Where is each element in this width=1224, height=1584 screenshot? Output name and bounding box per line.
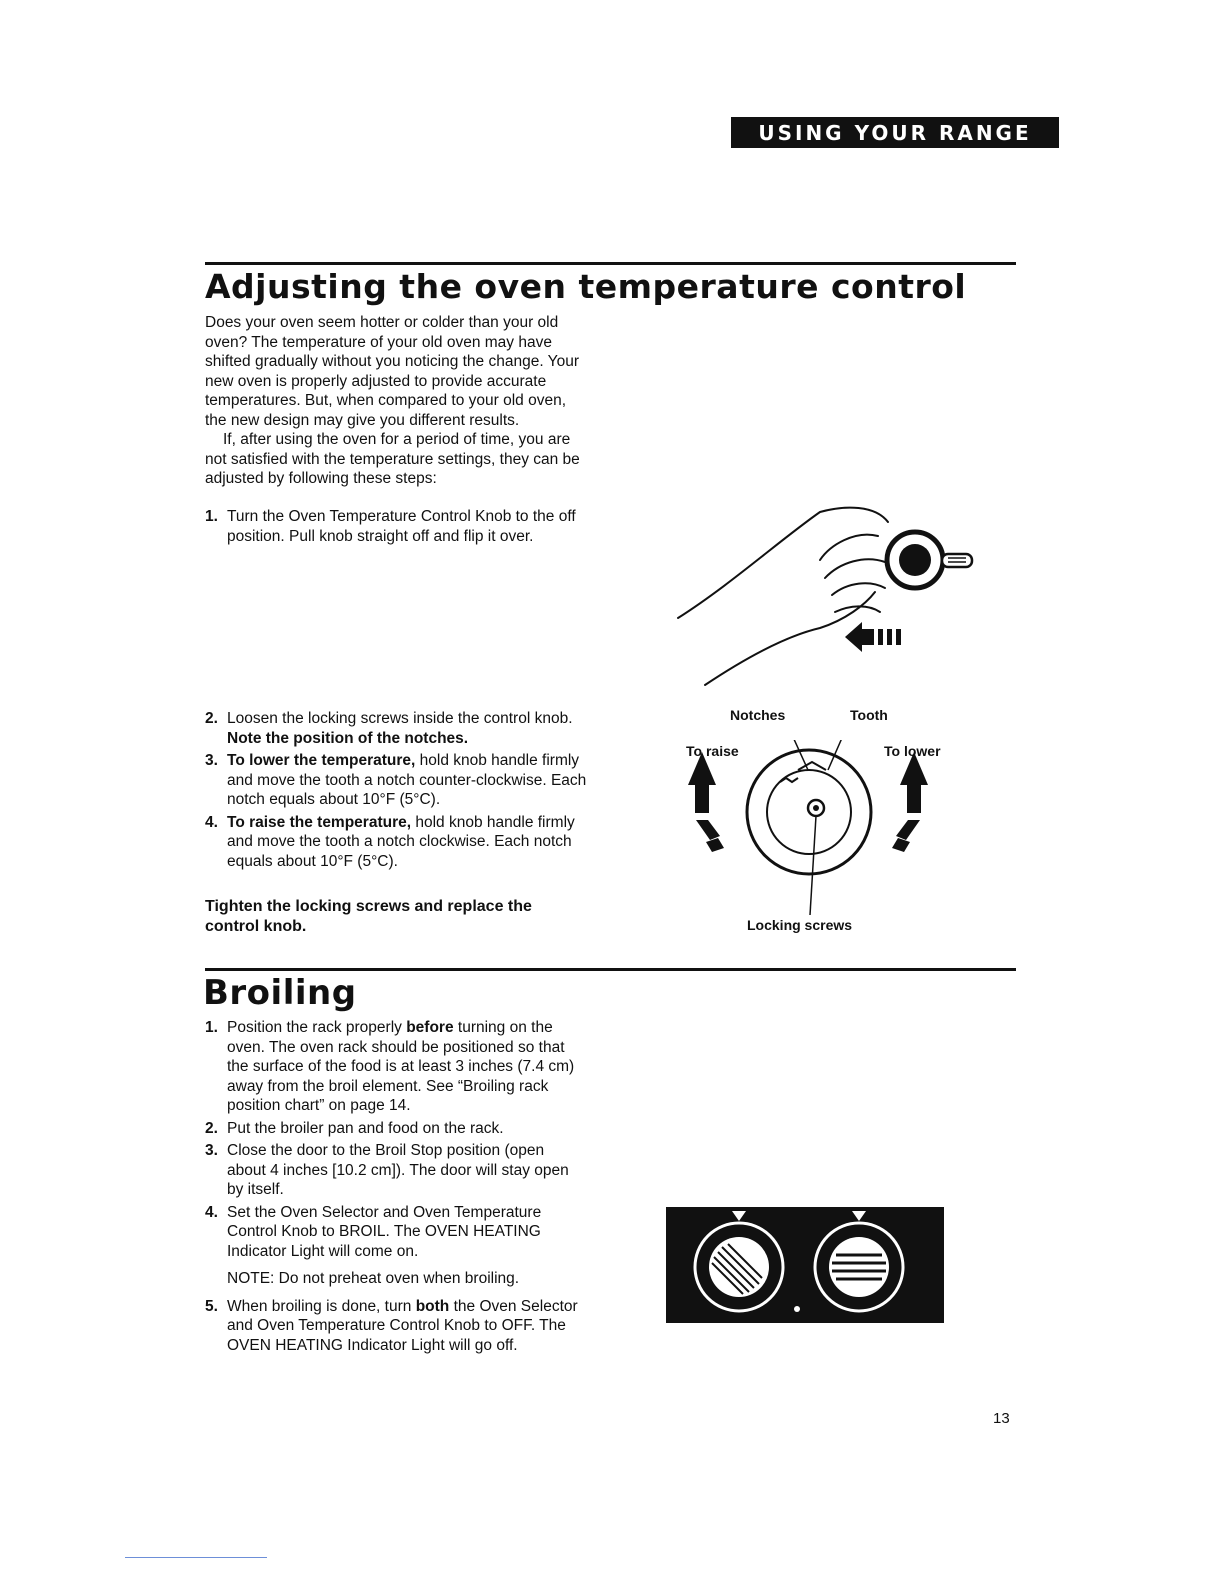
step-text-normal: hold knob handle firmly and move the tooth a notch clockwise. Each notch equals about 10°F (5°C).	[227, 813, 575, 870]
step-text-normal: When broiling is done, turn	[227, 1297, 412, 1315]
intro-paragraph-2: If, after using the oven for a period of time, you are not satisfied with the temperature settings, they can be adjusted by following these steps:	[205, 431, 580, 487]
step-number: 1.	[205, 1019, 218, 1036]
oven-selector-knob-icon	[695, 1223, 783, 1311]
list-item	[205, 709, 590, 748]
step-text-normal: turning on the oven. The oven rack should be positioned so that the surface of the food is at least 3 inches (7.4 cm) away from the broil element. See “Broiling rack position chart” on page 14.	[227, 1019, 575, 1114]
step-text-bold: To lower the temperature,	[227, 752, 416, 769]
list-item	[205, 813, 590, 872]
finger-2	[825, 559, 885, 578]
step-text-bold: both	[415, 1297, 450, 1315]
pull-arrow-icon	[845, 622, 901, 652]
list-item	[205, 507, 590, 546]
adjust-steps-2-4	[205, 709, 590, 874]
closing-instruction: Tighten the locking screws and replace the control knob.	[205, 898, 532, 935]
knob-shaft	[942, 554, 972, 567]
label-tooth: Tooth	[850, 707, 888, 723]
knob-center	[899, 544, 931, 576]
section-divider	[205, 262, 1016, 265]
arm-outline-upper	[678, 508, 888, 618]
raise-arrow-icon	[688, 752, 724, 852]
note-row	[205, 1269, 585, 1289]
knob-back-diagram-graphic	[680, 740, 960, 930]
step-number: 5.	[205, 1297, 218, 1315]
step-number: 3.	[205, 1142, 218, 1159]
section-tab: USING YOUR RANGE	[731, 117, 1059, 148]
list-item	[205, 1141, 585, 1200]
step-number: 2.	[205, 710, 218, 727]
list-item	[205, 751, 590, 810]
pointer-screws	[810, 816, 816, 915]
hand-knob-illustration	[670, 500, 990, 695]
section-title-adjusting: Adjusting the oven temperature control	[205, 267, 967, 306]
step-number: 4.	[205, 813, 218, 831]
step-number: 2.	[205, 1119, 218, 1137]
step-text	[227, 751, 590, 810]
step-text-bold: before	[406, 1019, 454, 1036]
step-text-normal: the Oven Selector and Oven Temperature Control Knob to OFF. The OVEN HEATING Indicator Light will go off.	[227, 1297, 578, 1354]
temperature-knob-icon	[815, 1223, 903, 1311]
label-to-lower: To lower	[884, 743, 941, 759]
page-number: 13	[993, 1410, 1010, 1427]
list-item	[205, 1203, 585, 1262]
intro-paragraph-1: Does your oven seem hotter or colder than your old oven? The temperature of your old oven may have shifted gradually without you noticing the change. Your new oven is properly adjusted to provide accurate temperatures. But, when compared to your old oven, the new design may give you different results.	[205, 314, 579, 429]
finger-1	[820, 535, 878, 560]
step-number: 3.	[205, 752, 218, 769]
label-locking-screws: Locking screws	[747, 917, 853, 933]
footer-line	[125, 1557, 267, 1558]
step-text-bold: To raise the temperature,	[227, 813, 412, 831]
step-number: 4.	[205, 1203, 218, 1221]
step-text: Close the door to the Broil Stop position (open about 4 inches [10.2 cm]). The door will stay open by itself.	[227, 1142, 569, 1198]
step-text	[227, 1018, 585, 1116]
broil-steps	[205, 1018, 585, 1358]
section-divider	[205, 968, 1016, 971]
broil-knobs-illustration	[666, 1207, 944, 1323]
lower-arrow-icon	[892, 752, 928, 852]
section-title-broiling: Broiling	[203, 973, 357, 1013]
finger-3	[832, 583, 885, 595]
step-number: 1.	[205, 508, 218, 525]
step-text	[227, 1297, 585, 1356]
step-text: Put the broiler pan and food on the rack.	[227, 1119, 504, 1137]
step-text	[227, 709, 590, 748]
step-text: Turn the Oven Temperature Control Knob to the off position. Pull knob straight off and flip it over.	[227, 508, 576, 545]
step-text-normal: Position the rack properly	[227, 1019, 402, 1036]
step-text-bold: Note the position of the notches.	[227, 729, 469, 747]
list-item	[205, 1119, 585, 1139]
step-text-normal: hold knob handle firmly and move the tooth a notch counter-clockwise. Each notch equals about 10°F (5°C).	[227, 752, 587, 808]
tooth-mark	[798, 762, 826, 770]
label-notches: Notches	[730, 707, 786, 723]
list-item	[205, 1297, 585, 1356]
step-text-normal: Loosen the locking screws inside the control knob.	[227, 710, 573, 727]
adjust-step-1	[205, 507, 590, 549]
oven-heating-indicator-light	[794, 1306, 800, 1312]
list-item	[205, 1018, 585, 1116]
label-to-raise: To raise	[686, 743, 739, 759]
broil-note: NOTE: Do not preheat oven when broiling.	[227, 1270, 520, 1287]
step-text: Set the Oven Selector and Oven Temperature Control Knob to BROIL. The OVEN HEATING Indicator Light will come on.	[227, 1203, 542, 1260]
step-text	[227, 813, 590, 872]
intro-text	[205, 313, 590, 489]
